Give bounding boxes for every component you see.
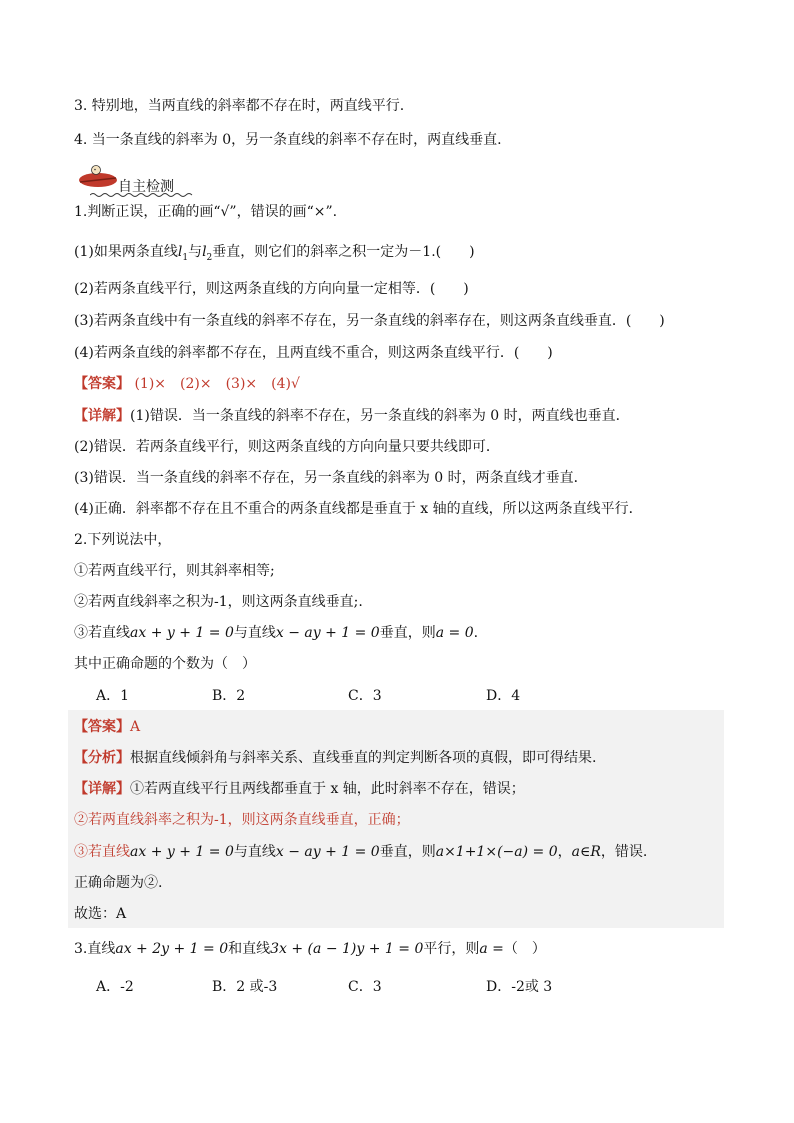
section-title: 自主检测 (118, 179, 174, 195)
q2-item-2: ②若两直线斜率之积为-1，则这两条直线垂直;. (74, 594, 363, 610)
q1-statement-2: (2)若两条直线平行，则这两条直线的方向向量一定相等．( ) (74, 281, 469, 297)
q2-choice: 故选：A (74, 906, 127, 922)
q2-detail-1: 【详解】①若两直线平行且两线都垂直于 x 轴，此时斜率不存在，错误； (74, 781, 525, 797)
q1-stem: 1.判断正误，正确的画“√”，错误的画“×”. (74, 204, 338, 220)
q1-statement-3: (3)若两条直线中有一条直线的斜率不存在，另一条直线的斜率存在，则这两条直线垂直．( ) (74, 313, 665, 329)
q1-detail-4: (4)正确．斜率都不存在且不重合的两条直线都是垂直于 x 轴的直线，所以这两条直线平行． (74, 501, 643, 517)
q1-detail-2: (2)错误．若两条直线平行，则这两条直线的方向向量只要共线即可． (74, 439, 500, 455)
q2-option-a[interactable]: A．1 (96, 688, 130, 704)
q2-item-1: ①若两直线平行，则其斜率相等; (74, 563, 275, 579)
q2-item-3: ③若直线ax + y + 1 = 0与直线x − ay + 1 = 0垂直，则a = 0. (74, 625, 479, 641)
q3-stem: 3.直线ax + 2y + 1 = 0和直线3x + (a − 1)y + 1 = 0平行，则a =（ ） (74, 941, 546, 957)
cartoon-badge-icon (74, 164, 118, 190)
q1-detail-1: 【详解】(1)错误．当一条直线的斜率不存在，另一条直线的斜率为 0 时，两直线也垂直． (74, 408, 630, 424)
q1-statement-4: (4)若两条直线的斜率都不存在，且两直线不重合，则这两条直线平行．( ) (74, 345, 553, 361)
q2-conclusion: 正确命题为②. (74, 875, 163, 891)
q1-answer: 【答案】 (1)× (2)× (3)× (4)√ (74, 376, 300, 392)
q2-option-b[interactable]: B．2 (212, 688, 246, 704)
q1-statement-1: (1)如果两条直线$l_1$与$l_2$垂直，则它们的斜率之积一定为－1.( ) (74, 244, 475, 263)
q3-option-d[interactable]: D．-2或 3 (486, 979, 553, 995)
q1-detail-3: (3)错误．当一条直线的斜率不存在，另一条直线的斜率为 0 时，两条直线才垂直． (74, 470, 588, 486)
q2-stem: 2.下列说法中， (74, 532, 172, 548)
section-underline (90, 192, 194, 198)
q2-detail-2: ②若两直线斜率之积为-1，则这两条直线垂直，正确； (74, 812, 410, 828)
q3-option-c[interactable]: C．3 (348, 979, 382, 995)
q2-analysis: 【分析】根据直线倾斜角与斜率关系、直线垂直的判定判断各项的真假，即可得结果. (74, 750, 597, 766)
q3-option-a[interactable]: A．-2 (96, 979, 134, 995)
q2-answer: 【答案】A (74, 719, 141, 735)
q2-ask: 其中正确命题的个数为（ ） (74, 656, 256, 672)
rule-3: 3. 特别地，当两直线的斜率都不存在时，两直线平行. (74, 98, 405, 114)
rule-4: 4. 当一条直线的斜率为 0，另一条直线的斜率不存在时，两直线垂直. (74, 132, 502, 148)
q3-option-b[interactable]: B．2 或-3 (212, 979, 278, 995)
q2-detail-3: ③若直线ax + y + 1 = 0与直线x − ay + 1 = 0垂直，则a×1+1×(−a) = 0，a∈R，错误. (74, 844, 648, 860)
q2-option-c[interactable]: C．3 (348, 688, 382, 704)
q2-option-d[interactable]: D．4 (486, 688, 521, 704)
